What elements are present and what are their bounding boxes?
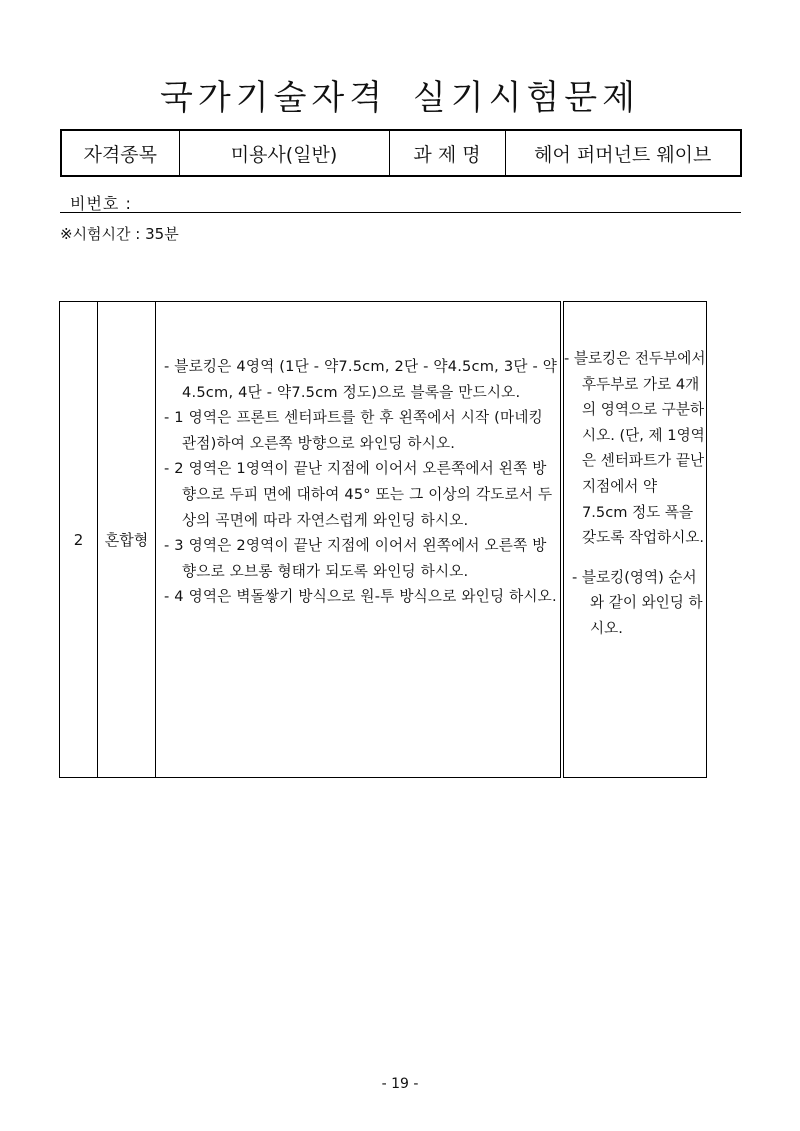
list-item: - 3 영역은 2영역이 끝난 지점에 이어서 왼쪽에서 오른쪽 방향으로 오브롱 형태가 되도록 와인딩 하시오. <box>164 537 547 580</box>
list-item: - 4 영역은 벽돌쌓기 방식으로 원-투 방식으로 와인딩 하시오. <box>164 588 557 606</box>
instructions-cell <box>156 302 561 778</box>
qualification-value: 미용사(일반) <box>179 130 389 176</box>
task-name-label: 과 제 명 <box>389 130 505 176</box>
task-type: 혼합형 <box>98 302 156 778</box>
notes <box>564 302 706 642</box>
task-name-value: 헤어 퍼머넌트 웨이브 <box>505 130 741 176</box>
document-title: 국가기술자격 실기시험문제 <box>160 78 640 118</box>
time-note: ※시험시간 : 35분 <box>60 225 179 243</box>
notes-cell <box>564 302 707 778</box>
note-blocking: - 블로킹은 전두부에서 후두부로 가로 4개의 영역으로 구분하시오. (단, 제 1영역은 센터파트가 끝난 지점에서 약 7.5cm 정도 폭을 갖도록 작업하시오. <box>564 350 706 547</box>
note-winding-order: - 블로킹(영역) 순서와 같이 와인딩 하시오. <box>572 568 703 637</box>
list-item: - 블로킹은 4영역 (1단 - 약7.5cm, 2단 - 약4.5cm, 3단 - 약4.5cm, 4단 - 약7.5cm 정도)으로 블록을 만드시오. <box>164 358 558 401</box>
table-row <box>60 302 707 778</box>
task-table <box>59 301 707 778</box>
list-item: - 1 영역은 프론트 센터파트를 한 후 왼쪽에서 시작 (마네킹 관점)하여 오른쪽 방향으로 와인딩 하시오. <box>164 409 543 452</box>
divider <box>60 212 741 213</box>
task-number: 2 <box>60 302 98 778</box>
page-number: - 19 - <box>381 1076 419 1092</box>
instruction-list <box>156 302 560 610</box>
header-table <box>60 129 742 177</box>
qualification-label: 자격종목 <box>61 130 179 176</box>
list-item: - 2 영역은 1영역이 끝난 지점에 이어서 오른쪽에서 왼쪽 방향으로 두피 면에 대하여 45° 또는 그 이상의 각도로서 두상의 곡면에 따라 자연스럽게 와인딩 하시오. <box>164 460 553 529</box>
exam-number-label: 비번호 : <box>70 194 132 213</box>
